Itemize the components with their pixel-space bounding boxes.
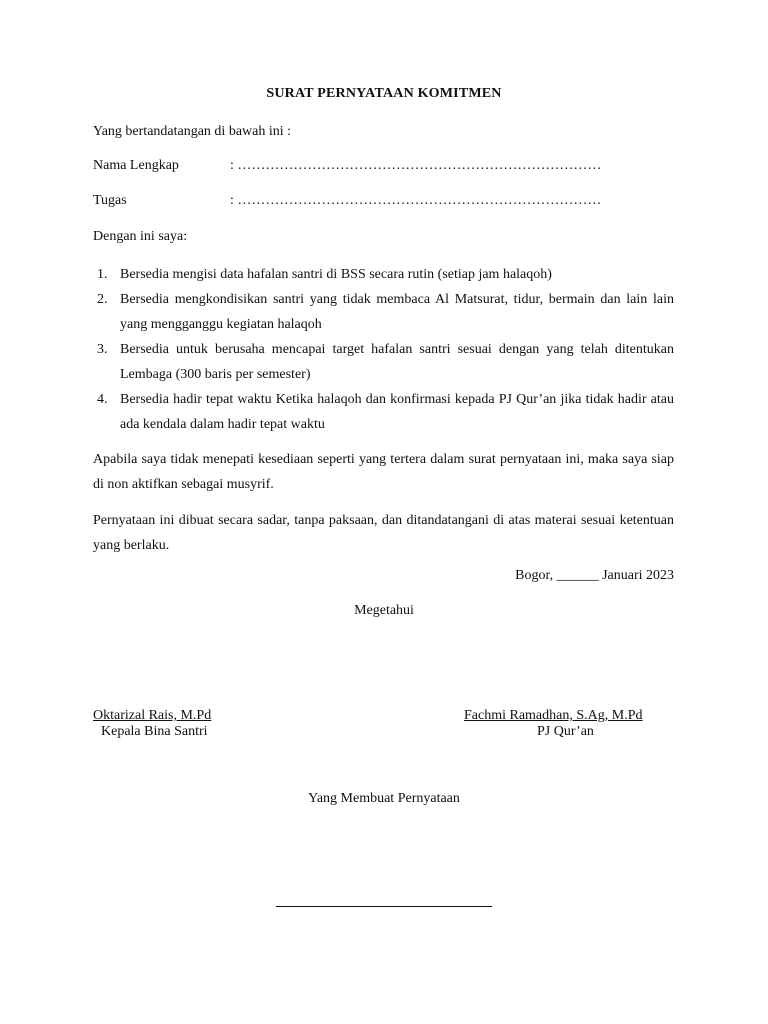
list-item: [93, 287, 674, 337]
list-item: [93, 337, 674, 387]
paragraph-statement: Pernyataan ini dibuat secara sadar, tanpa paksaan, dan ditandatangani di atas materai sesuai ketentuan yang berlaku.: [93, 513, 674, 553]
field-value-tugas: : ……………………………………………………………………: [230, 193, 602, 208]
list-item-number: 4.: [97, 392, 108, 407]
document-title: SURAT PERNYATAAN KOMITMEN: [266, 86, 502, 101]
list-item: [93, 387, 674, 437]
commitment-list: [93, 262, 674, 437]
signatory-role-right: PJ Qur’an: [537, 724, 594, 739]
intro-text: Yang bertandatangan di bawah ini :: [93, 124, 292, 139]
field-value-nama: : ……………………………………………………………………: [230, 158, 602, 173]
signatory-role-left: Kepala Bina Santri: [101, 724, 208, 739]
list-item-number: 1.: [97, 267, 108, 282]
list-item-text: Bersedia untuk berusaha mencapai target hafalan santri sesuai dengan yang telah ditentukan Lembaga (300 baris per semester): [120, 342, 674, 382]
field-label-nama: Nama Lengkap: [93, 158, 179, 173]
list-item-number: 2.: [97, 292, 108, 307]
maker-label: Yang Membuat Pernyataan: [308, 791, 460, 806]
signatory-name-right: Fachmi Ramadhan, S.Ag, M.Pd: [464, 708, 643, 723]
field-label-tugas: Tugas: [93, 193, 127, 208]
signatory-name-left: Oktarizal Rais, M.Pd: [93, 708, 212, 723]
list-item: [93, 262, 674, 287]
acknowledged-label: Megetahui: [354, 603, 414, 618]
list-item-text: Bersedia mengkondisikan santri yang tidak membaca Al Matsurat, tidur, bermain dan lain lain yang mengganggu kegiatan halaqoh: [120, 292, 674, 332]
lead-text: Dengan ini saya:: [93, 229, 188, 244]
signature-line: [276, 906, 492, 907]
list-item-text: Bersedia mengisi data hafalan santri di BSS secara rutin (setiap jam halaqoh): [120, 267, 552, 282]
list-item-text: Bersedia hadir tepat waktu Ketika halaqoh dan konfirmasi kepada PJ Qur’an jika tidak hadir atau ada kendala dalam hadir tepat waktu: [120, 392, 674, 432]
list-item-number: 3.: [97, 342, 108, 357]
place-date: Bogor, ______ Januari 2023: [515, 568, 674, 583]
paragraph-consequence: Apabila saya tidak menepati kesediaan seperti yang tertera dalam surat pernyataan ini, maka saya siap di non aktifkan sebagai musyrif.: [93, 452, 674, 492]
